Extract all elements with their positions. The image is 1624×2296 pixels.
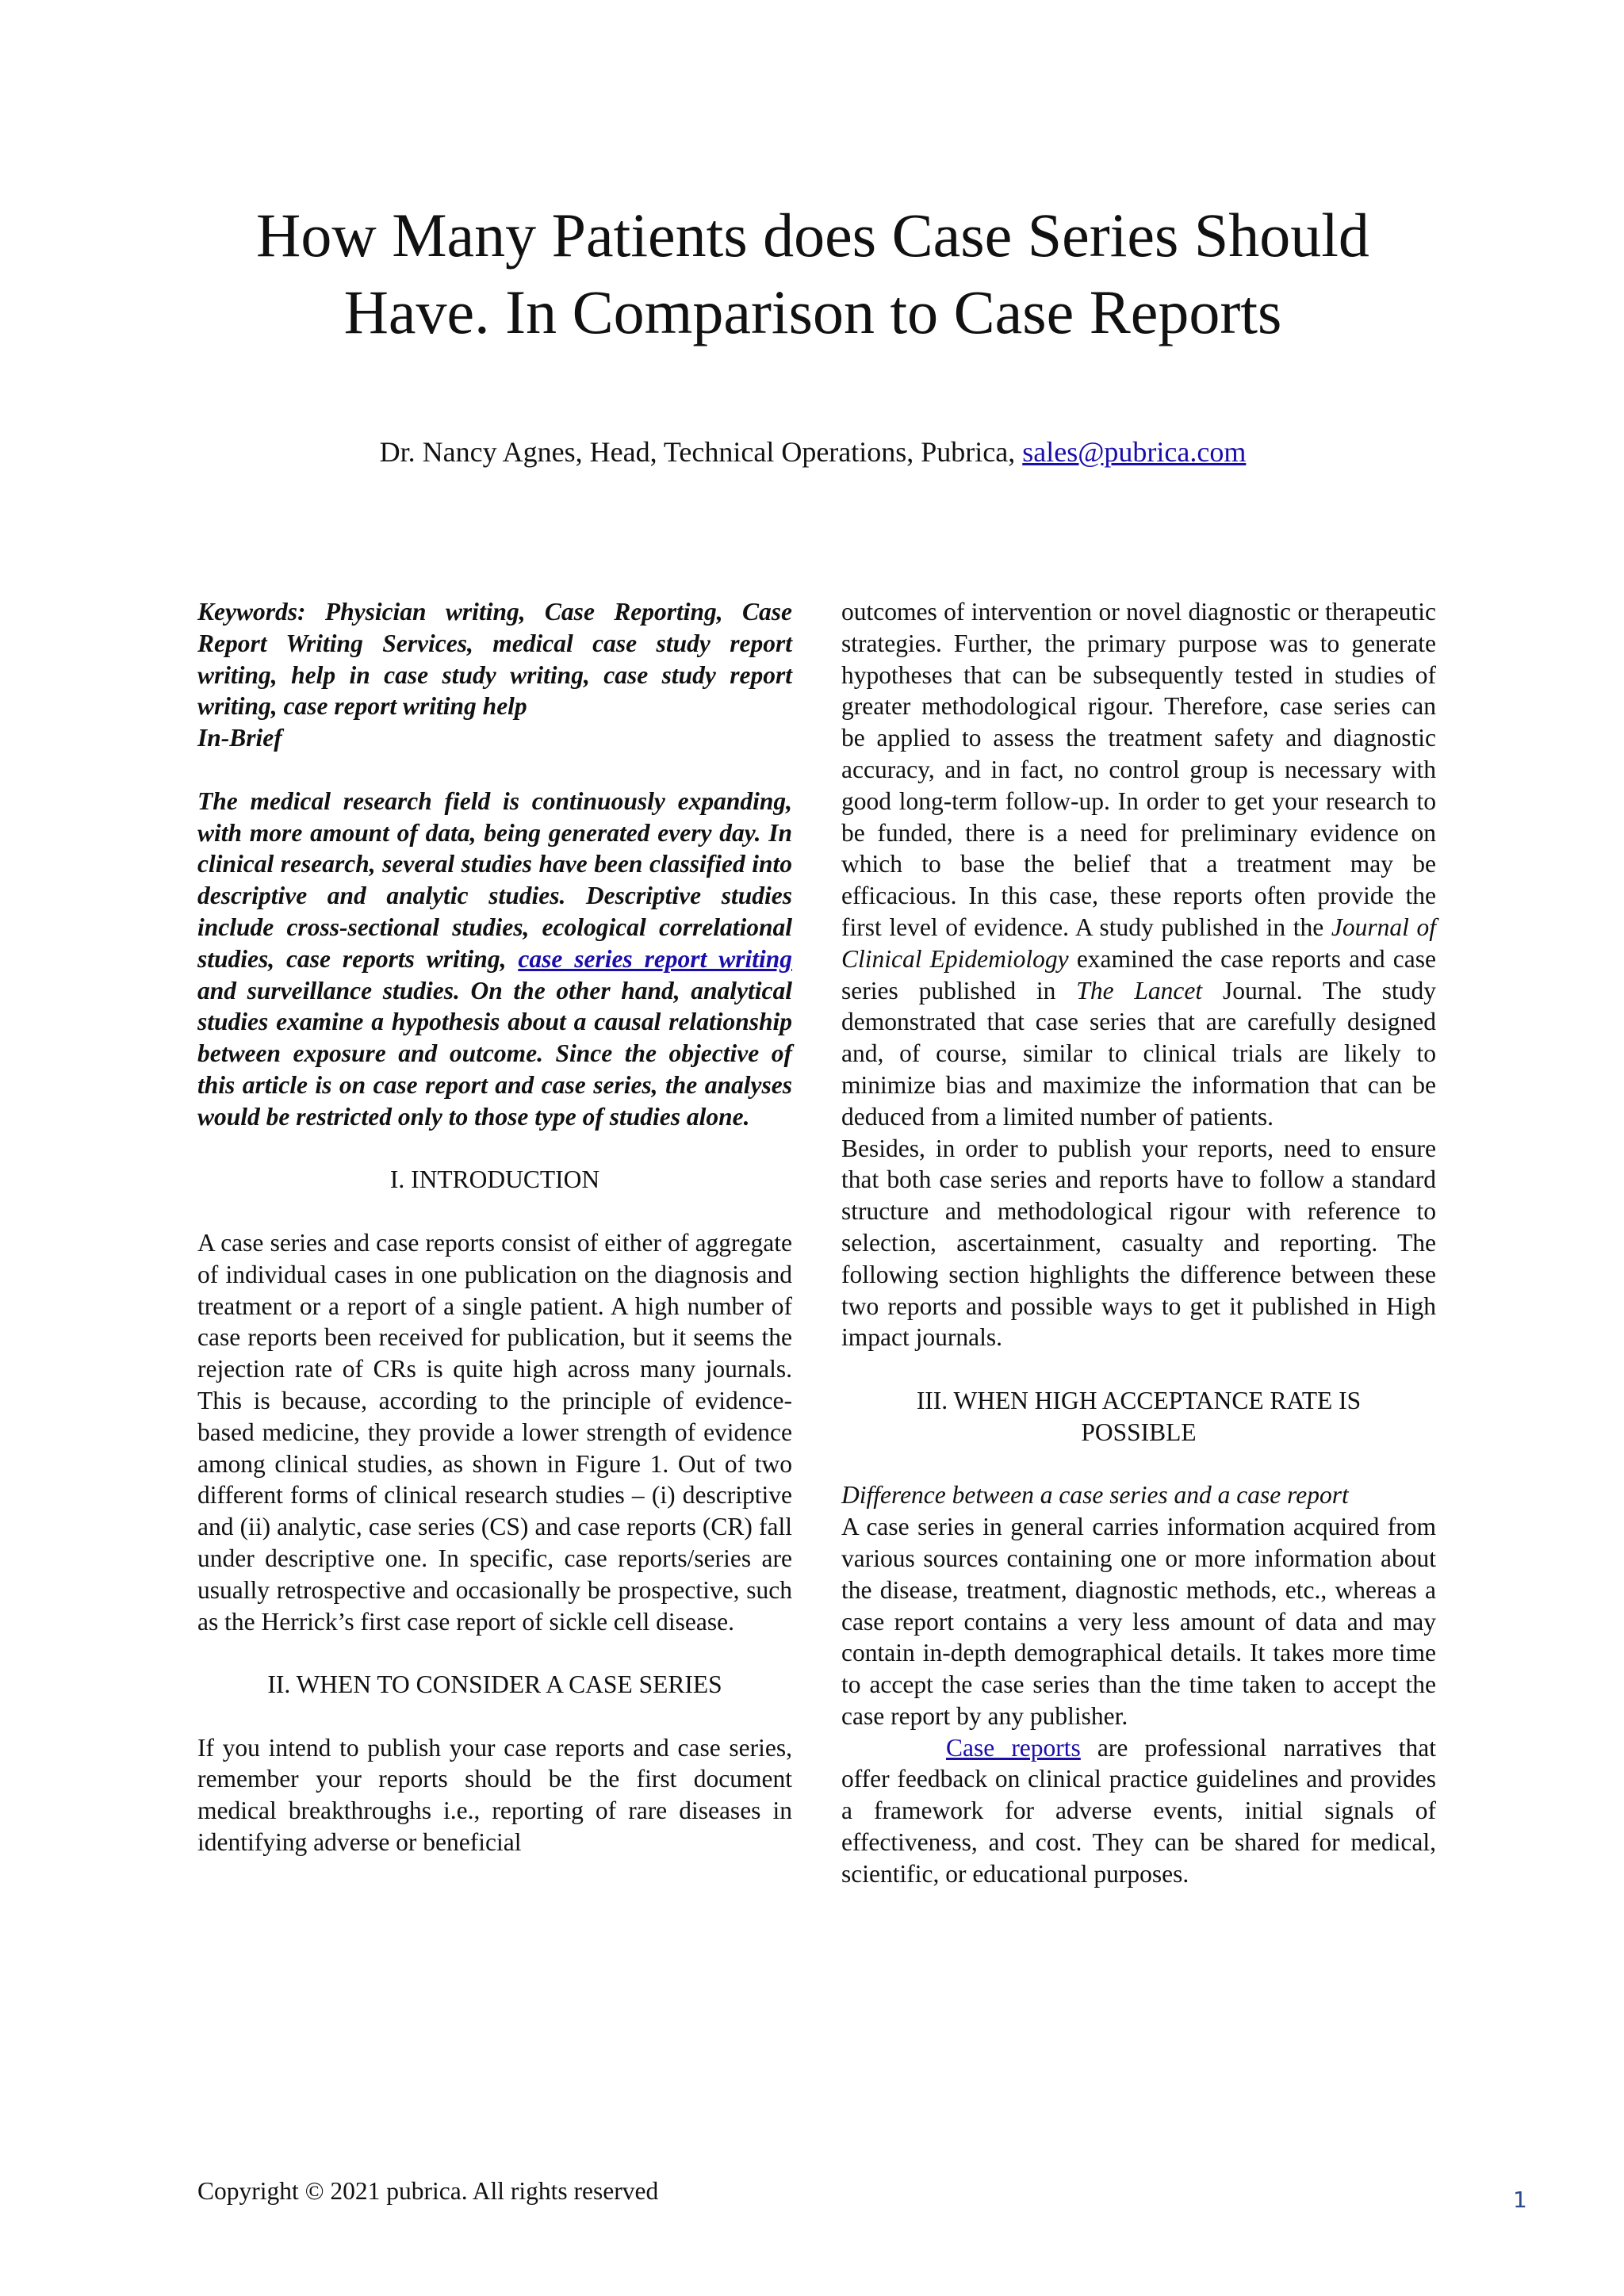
right-para1-part-c: Journal. The study demonstrated that case series that are carefully designed and, of course, similar to clinical trials are likely to minimize bias and maximize the information that can be deduced from a limited number of patients. <box>841 976 1436 1131</box>
author-text: Dr. Nancy Agnes, Head, Technical Operations, Pubrica, <box>379 436 1023 468</box>
right-para1-part-b: examined the case reports and case series published in <box>841 944 1436 1004</box>
section3-heading-line-1: III. WHEN HIGH ACCEPTANCE RATE IS <box>916 1386 1362 1414</box>
footer-copyright: Copyright © 2021 pubrica. All rights reserved <box>197 2177 659 2205</box>
right-para4-text: are professional narratives that offer feedback on clinical practice guidelines and provides a framework for adverse events, initial signals of effectiveness, and cost. They can be shared for medical, scientific, or educational purposes. <box>841 1733 1436 1888</box>
page-number: 1 <box>1513 2187 1527 2213</box>
right-paragraph-3: A case series in general carries information acquired from various sources containing one or more information about the disease, treatment, diagnostic methods, etc., whereas a case report contains a very less amount of data and may contain in-depth demographical details. It takes more time to accept the case series than the time taken to accept the case report by any publisher. <box>841 1513 1436 1730</box>
right-paragraph-1 <box>841 596 1436 1133</box>
author-line <box>143 434 1483 469</box>
abstract-part-2: and surveillance studies. On the other hand, analytical studies examine a hypothesis about a causal relationship between exposure and outcome. Since the objective of this article is on case report and case series, the analyses would be restricted only to those type of studies alone. <box>197 976 792 1131</box>
abstract <box>197 786 792 1133</box>
right-column <box>841 596 1436 1890</box>
case-series-paragraph: If you intend to publish your case reports and case series, remember your reports should be the first document medical breakthroughs i.e., reporting of rare diseases in identifying adverse or beneficial <box>197 1733 792 1857</box>
section-heading-case-series: II. WHEN TO CONSIDER A CASE SERIES <box>267 1670 722 1699</box>
keywords: Keywords: Physician writing, Case Reporting, Case Report Writing Services, medical case study report writing, help in case study writing, case study report writing, case report writing help <box>197 598 792 721</box>
inbrief-label: In-Brief <box>197 724 282 752</box>
case-reports-link[interactable]: Case reports <box>946 1733 1081 1762</box>
page-title <box>143 197 1483 350</box>
section-heading-introduction: I. INTRODUCTION <box>389 1165 600 1194</box>
abstract-part-1: The medical research field is continuously expanding, with more amount of data, being generated every day. In clinical research, several studies have been classified into descriptive and analytic studies. Descriptive studies include cross-sectional studies, ecological correlational studies, case reports writing, <box>197 786 792 973</box>
section3-heading-line-2: POSSIBLE <box>1081 1418 1197 1446</box>
right-para1-part-a: outcomes of intervention or novel diagnostic or therapeutic strategies. Further, the primary purpose was to generate hypotheses that can be subsequently tested in studies of greater methodological rigour. Therefore, case series can be applied to assess the treatment safety and diagnostic accuracy, and in fact, no control group is necessary with good long-term follow-up. In order to get your research to be funded, there is a need for preliminary evidence on which to base the belief that a treatment may be efficacious. In this case, these reports often provide the first level of evidence. A study published in the <box>841 598 1436 941</box>
introduction-paragraph: A case series and case reports consist of either of aggregate of individual cases in one publication on the diagnosis and treatment or a report of a single patient. A high number of case reports been received for publication, but it seems the rejection rate of CRs is quite high across many journals. This is because, according to the principle of evidence-based medicine, they provide a lower strength of evidence among clinical studies, as shown in Figure 1. Out of two different forms of clinical research studies – (i) descriptive and (ii) analytic, case series (CS) and case reports (CR) fall under descriptive one. In specific, case reports/series are usually retrospective and occasionally be prospective, such as the Herrick’s first case report of sickle cell disease. <box>197 1228 792 1636</box>
title-line-1: How Many Patients does Case Series Should <box>256 201 1369 270</box>
journal-name-2: The Lancet <box>1076 976 1203 1004</box>
author-email-link[interactable]: sales@pubrica.com <box>1022 436 1247 468</box>
journal-name-1: Journal of Clinical Epidemiology <box>841 913 1437 973</box>
subheading-difference: Difference between a case series and a case report <box>841 1481 1349 1510</box>
case-series-report-writing-link[interactable]: case series report writing <box>518 944 792 973</box>
section-heading-acceptance <box>841 1385 1436 1448</box>
right-paragraph-2: Besides, in order to publish your reports, need to ensure that both case series and reports have to follow a standard structure and methodological rigour with reference to selection, ascertainment, casualty and reporting. The following section highlights the difference between these two reports and possible ways to get it published in High impact journals. <box>841 1134 1436 1352</box>
title-line-2: Have. In Comparison to Case Reports <box>343 277 1282 346</box>
left-column <box>197 596 792 1858</box>
right-paragraph-4 <box>841 1732 1436 1890</box>
